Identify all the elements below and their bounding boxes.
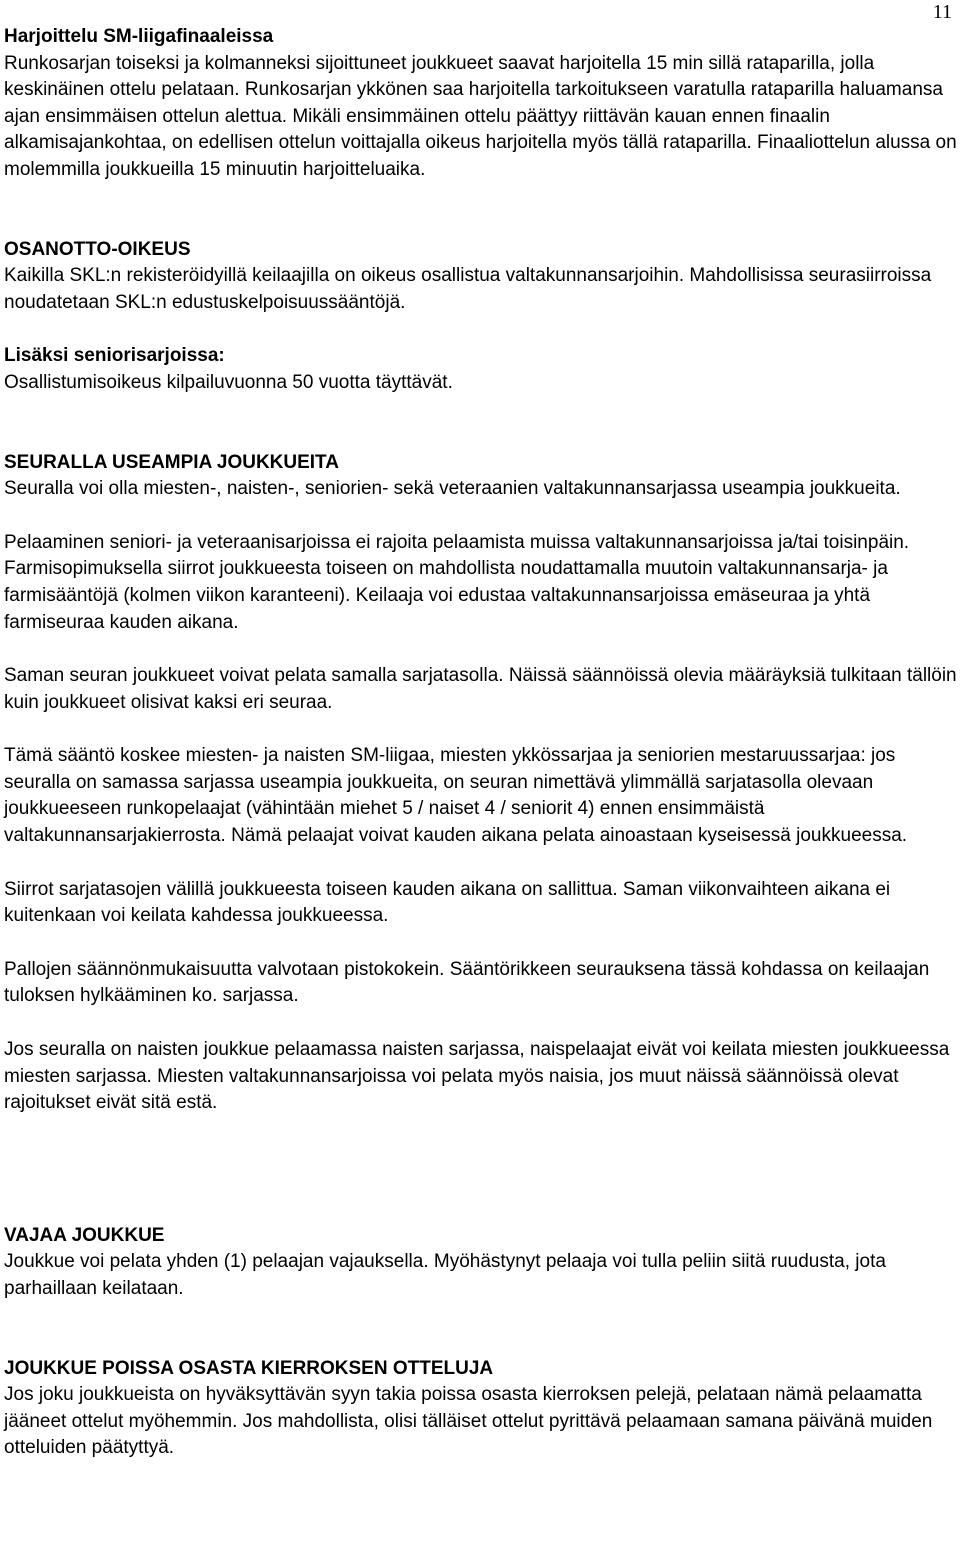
spacer [4, 503, 958, 530]
section-heading: Harjoittelu SM-liigafinaaleissa [4, 26, 274, 47]
spacer [4, 930, 958, 957]
spacer [4, 636, 958, 663]
spacer [4, 1117, 958, 1223]
section-team-absent [4, 1356, 958, 1462]
subsection-heading: Lisäksi seniorisarjoissa: [4, 345, 225, 367]
paragraph: Jos seuralla on naisten joukkue pelaamassa naisten sarjassa, naispelaajat eivät voi keilata miesten joukkueessa miesten sarjassa. Miesten valtakunnansarjoissa voi pelata myös naisia, jos muut näissä säännöissä olevat rajoitukset eivät sitä estä. [4, 1039, 950, 1114]
paragraph: Seuralla voi olla miesten-, naisten-, seniorien- sekä veteraanien valtakunnansarjassa useampia joukkueita. [4, 478, 901, 500]
paragraph: Kaikilla SKL:n rekisteröidyillä keilaajilla on oikeus osallistua valtakunnansarjoihin. Mahdollisissa seurasiirroissa noudatetaan SKL:n edustuskelpoisuussääntöjä. [4, 265, 932, 313]
paragraph: Joukkue voi pelata yhden (1) pelaajan vajauksella. Myöhästynyt pelaaja voi tulla peliin siitä ruudusta, jota parhaillaan keilataan. [4, 1251, 886, 1299]
spacer [4, 316, 958, 343]
page-number: 11 [932, 1, 952, 23]
paragraph: Saman seuran joukkueet voivat pelata samalla sarjatasolla. Näissä säännöissä olevia määräyksiä tulkitaan tällöin kuin joukkueet olisivat kaksi eri seuraa. [4, 665, 957, 713]
section-heading: SEURALLA USEAMPIA JOUKKUEITA [4, 451, 339, 473]
section-short-team [4, 1223, 958, 1303]
spacer [4, 716, 958, 743]
document-body [4, 24, 958, 1462]
spacer [4, 850, 958, 877]
paragraph: Osallistumisoikeus kilpailuvuonna 50 vuotta täyttävät. [4, 371, 453, 393]
spacer [4, 1303, 958, 1356]
section-participation [4, 237, 958, 397]
spacer [4, 184, 958, 237]
section-heading: OSANOTTO-OIKEUS [4, 238, 191, 260]
paragraph: Siirrot sarjatasojen välillä joukkueesta toiseen kauden aikana on sallittua. Saman viikonvaihteen aikana ei kuitenkaan voi keilata kahdessa joukkueessa. [4, 878, 891, 927]
section-heading: VAJAA JOUKKUE [4, 1224, 165, 1246]
paragraph: Tämä sääntö koskee miesten- ja naisten SM-liigaa, miesten ykkössarjaa ja seniorien mestaruussarjaa: jos seuralla on samassa sarjassa useampia joukkueita, on seuran nimettävä ylimmällä sarjatasolla olevaan joukkueeseen runkopelaajat (vähintään miehet 5 / naiset 4 / seniorit 4) ennen ensimmäistä valtakunnansarjakierrosta. Nämä pelaajat voivat kauden aikana pelata ainoastaan kyseisessä joukkueessa. [4, 745, 908, 847]
paragraph: Jos joku joukkueista on hyväksyttävän syyn takia poissa osasta kierroksen pelejä, pelataan nämä pelaamatta jääneet ottelut myöhemmin. Jos mahdollista, olisi tälläiset ottelut pyrittävä pelaamaan samana päivänä muiden otteluiden päätyttyä. [4, 1384, 933, 1459]
spacer [4, 1010, 958, 1037]
section-heading: JOUKKUE POISSA OSASTA KIERROKSEN OTTELUJA [4, 1357, 494, 1379]
section-multiple-teams [4, 450, 958, 1117]
paragraph: Pelaaminen seniori- ja veteraanisarjoissa ei rajoita pelaamista muissa valtakunnansarjoissa ja/tai toisinpäin. Farmisopimuksella siirrot joukkueesta toiseen on mahdollista noudattamalla muutoin valtakunnansarja- ja farmisääntöjä (kolmen viikon karanteeni). Keilaaja voi edustaa valtakunnansarjoissa emäseuraa ja yhtä farmiseuraa kauden aikana. [4, 531, 910, 633]
section-finals-practice [4, 24, 958, 184]
paragraph: Pallojen säännönmukaisuutta valvotaan pistokokein. Sääntörikkeen seurauksena tässä kohdassa on keilaajan tuloksen hylkääminen ko. sarjassa. [4, 958, 930, 1007]
paragraph: Runkosarjan toiseksi ja kolmanneksi sijoittuneet joukkueet saavat harjoitella 15 min sillä rataparilla, jolla keskinäinen ottelu pelataan. Runkosarjan ykkönen saa harjoitella tarkoitukseen varatulla rataparilla haluamansa ajan ensimmäisen ottelun alettua. Mikäli ensimmäinen ottelu päättyy riittävän kauan ennen finaalin alkamisajankohtaa, on edellisen ottelun voittajalla oikeus harjoitella myös tällä rataparilla. Finaaliottelun alussa on molemmilla joukkueilla 15 minuutin harjoitteluaika. [4, 52, 957, 180]
spacer [4, 397, 958, 450]
